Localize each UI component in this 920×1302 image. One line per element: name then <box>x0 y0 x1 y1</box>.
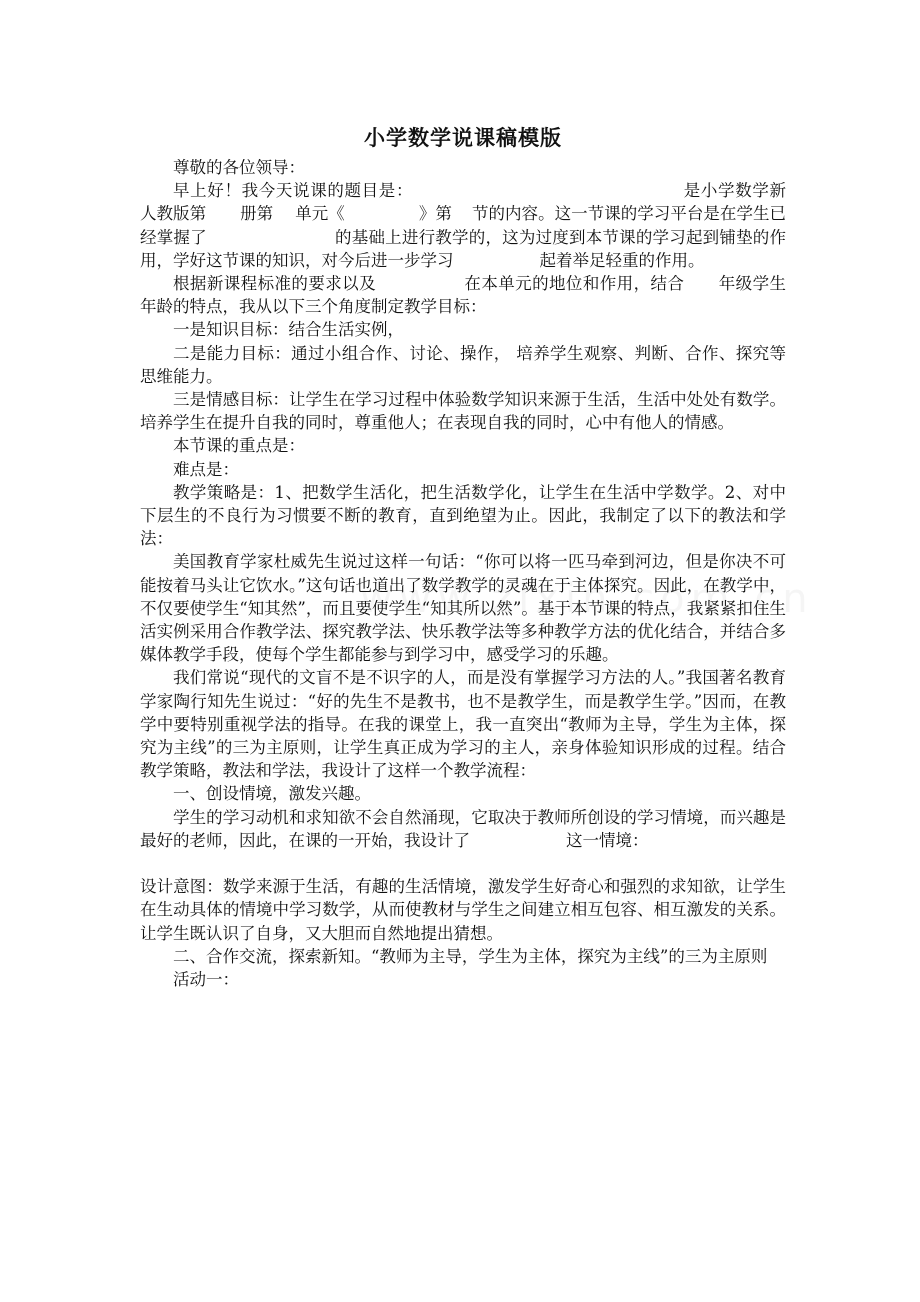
design-intent: 设计意图：数学来源于生活，有趣的生活情境，激发学生好奇心和强烈的求知欲，让学生在生动具体的情境中学习数学，从而使教材与学生之间建立相互包容、相互激发的关系。让学生既认识了自身，又大胆而自然地提出猜想。 <box>140 877 786 943</box>
section-heading-2: 二、合作交流，探索新知。“教师为主导，学生为主体，探究为主线”的三为主原则 <box>173 946 768 966</box>
section-heading-1: 一、创设情境，激发兴趣。 <box>173 784 371 804</box>
intro-text-c: 册第 <box>240 204 274 224</box>
situation-text-a: 学生的学习动机和求知欲不会自然涌现，它取决于教师所创设的学习情境，而兴趣是最好的老师，因此，在课的一开始，我设计了 <box>140 807 786 850</box>
intro-text-a: 早上好！我今天说课的题目是： <box>173 181 414 201</box>
intro-text-b: 是小学数学新人教版第 <box>140 181 787 224</box>
document-title: 小学数学说课稿模版 <box>364 126 562 150</box>
difficult-point: 难点是： <box>173 459 239 479</box>
paragraph-tao: 我们常说“现代的文盲不是不识字的人，而是没有掌握学习方法的人。”我国著名教育学家陶行知先生说过：“好的先生不是教书，也不是教学生，而是教学生学。”因而，在教学中要特别重视学法的指导。在我的课堂上，我一直突出“教师为主导，学生为主体，探究为主线”的三为主原则，让学生真正成为学习的主人，亲身体验知识形成的过程。结合教学策略，教法和学法，我设计了这样一个教学流程： <box>140 668 786 781</box>
greeting: 尊敬的各位领导： <box>173 158 305 177</box>
intro-text-h: 起着举足轻重的作用。 <box>539 250 705 270</box>
key-point: 本节课的重点是： <box>173 436 305 456</box>
intro-text-g: 的基础上进行教学的，这为过度到本节课的学习起到铺垫的作用，学好这节课的知识，对今后进一步学习 <box>140 227 787 270</box>
intro-text-d: 单元《 <box>295 204 345 224</box>
standards-text-b: 在本单元的地位和作用，结合 <box>464 274 685 294</box>
paragraph-intro <box>140 179 786 272</box>
standards-text-c: 年级学生年龄的特点，我从以下三个角度制定教学目标： <box>140 274 787 317</box>
standards-text-a: 根据新课程标准的要求以及 <box>173 274 376 294</box>
intro-text-f: 节的内容。这一节课的学习平台是在学生已经掌握了 <box>140 204 787 247</box>
activity-one: 活动一： <box>173 970 239 990</box>
paragraph-dewey: 美国教育学家杜威先生说过这样一句话：“你可以将一匹马牵到河边，但是你决不可能按着马头让它饮水。”这句话也道出了数学教学的灵魂在于主体探究。因此，在教学中，不仅要使学生“知其然”，而且要使学生“知其所以然”。基于本节课的特点，我紧紧扣住生活实例采用合作教学法、探究教学法、快乐教学法等多种教学方法的优化结合，并结合多媒体教学手段，使每个学生都能参与到学习中，感受学习的乐趣。 <box>140 552 786 665</box>
document-page <box>140 122 786 991</box>
goal-ability: 二是能力目标：通过小组合作、讨论、操作， 培养学生观察、判断、合作、探究等思维能力。 <box>140 343 786 386</box>
paragraph-standards <box>140 272 786 318</box>
intro-text-e: 》第 <box>418 204 452 224</box>
goal-knowledge: 一是知识目标：结合生活实例， <box>173 320 404 340</box>
paragraph-situation <box>140 806 786 852</box>
empty-line <box>140 852 786 875</box>
teaching-strategy: 教学策略是：1、把数学生活化，把生活数学化，让学生在生活中学数学。2、对中下层生的不良行为习惯要不断的教育，直到绝望为止。因此，我制定了以下的教法和学法： <box>140 482 786 549</box>
situation-text-b: 这一情境： <box>566 830 649 850</box>
goal-emotion: 三是情感目标：让学生在学习过程中体验数学知识来源于生活，生活中处处有数学。培养学生在提升自我的同时，尊重他人；在表现自我的同时，心中有他人的情感。 <box>140 390 786 433</box>
